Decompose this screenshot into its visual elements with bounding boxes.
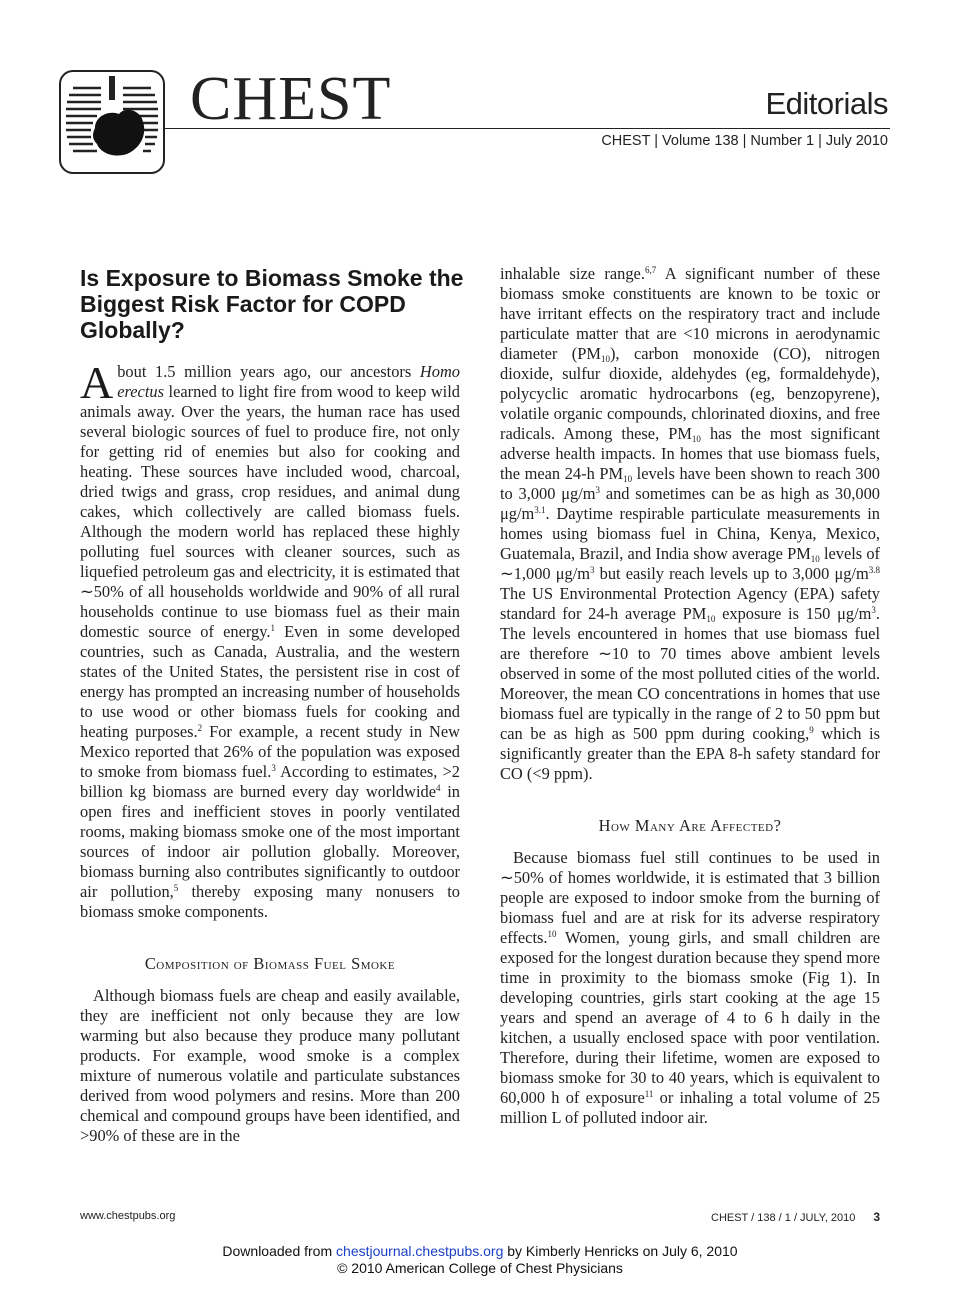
section-heading-affected: How Many Are Affected? bbox=[598, 816, 782, 835]
journal-link[interactable]: chestjournal.chestpubs.org bbox=[336, 1243, 504, 1259]
left-column bbox=[80, 357, 461, 1146]
article-title: Is Exposure to Biomass Smoke the Biggest Risk Factor for COPD Globally? bbox=[80, 265, 464, 343]
section-heading-composition: Composition of Biomass Fuel Smoke bbox=[144, 954, 396, 973]
lungs-heart-icon bbox=[61, 72, 163, 172]
download-notice: Downloaded from chestjournal.chestpubs.org by Kimberly Henricks on July 6, 2010 © 2010 American College of Chest Physicians bbox=[0, 1243, 960, 1277]
issue-info: CHEST | Volume 138 | Number 1 | July 2010 bbox=[601, 133, 888, 149]
footer-website: www.chestpubs.org bbox=[80, 1210, 176, 1222]
drop-cap: A bbox=[80, 357, 114, 408]
intro-paragraph: About 1.5 million years ago, our ancestors Homo erectus learned to light fire from wood to keep wild animals away. Over the years, the human race has used several biologic sources of fuel to produce fire, not only for getting rid of enemies but also for cooking and heating. These sources have included wood, charcoal, dried twigs and grass, crop residues, and animal dung cakes, which collectively are called biomass fuels. Although the modern world has replaced these highly polluting fuel sources with cleaner sources, such as liquefied petroleum gas and electricity, it is estimated that ∼50% of all households worldwide and 90% of all rural households continue to use biomass fuel as their main domestic source of energy.$^1$ Even in some developed countries, such as Canada, Australia, and the western states of the United States, the persistent rise in cost of energy has prompted an increasing number of households to use wood or other biomass fuels for cooking and heating purposes.$^2$ For example, a recent study in New Mexico reported that 26% of the population was exposed to smoke from biomass fuel.$^3$ According to estimates, >2 billion kg biomass are burned every day worldwide$^4$ in open fires and inefficient stoves in poorly ventilated rooms, making biomass smoke one of the most important sources of indoor air pollution globally. Moreover, biomass burning also contributes significantly to outdoor air pollution,$^5$ thereby exposing many nonusers to biomass smoke components. bbox=[80, 357, 461, 921]
section-label: Editorials bbox=[765, 86, 888, 121]
right-column bbox=[500, 264, 880, 1128]
affected-paragraph: Because biomass fuel still continues to be used in ∼50% of homes worldwide, it is estimated that 3 billion people are exposed to indoor smoke from the burning of biomass fuel and are at risk for its adverse respiratory effects.$^{10}$ Women, young girls, and small children are exposed for the longest duration because they spend more time in proximity to the biomass smoke (Fig 1). In developing countries, girls start cooking at the age 15 years and spend an average of 4 to 6 h daily in the kitchen, a usually enclosed space with poor ventilation. Therefore, during their lifetime, women are exposed to biomass smoke for 30 to 40 years, which is equivalent to 60,000 h of exposure$^{11}$ or inhaling a total volume of 25 million L of polluted indoor air. bbox=[500, 848, 880, 1127]
species-name: Homo erectus bbox=[117, 362, 460, 401]
header-divider bbox=[165, 128, 890, 129]
chest-logo bbox=[59, 70, 165, 174]
journal-name: CHEST bbox=[190, 65, 392, 133]
page-number: 3 bbox=[873, 1210, 880, 1224]
copyright-line: © 2010 American College of Chest Physicians bbox=[337, 1260, 623, 1276]
composition-continued-paragraph: inhalable size range.$^{6,7}$ A significant number of these biomass smoke constituents are known to be toxic or have irritant effects on the respiratory tract and include particulate matter that are <10 microns in aerodynamic diameter $(PM_{10})$, carbon monoxide (CO), nitrogen dioxide, sulfur dioxide, aldehydes (eg, formaldehyde), polycyclic aromatic hydrocarbons (eg, benzopyrene), volatile organic compounds, chlorinated dioxins, and free radicals. Among these, $PM_{10}$ has the most significant adverse health impacts. In homes that use biomass fuels, the mean 24-h $PM_{10}$ levels have been shown to reach 300 to 3,000 $\mu g/m^3$ and sometimes can be as high as 30,000 $\mu g/m^{3.1}$. Daytime respirable particulate measurements in homes using biomass fuel in China, Kenya, Mexico, Guatemala, Brazil, and India show average $PM_{10}$ levels of ∼1,000 $\mu g/m^3$ but easily reach levels up to 3,000 $\mu g/m^{3.8}$ The US Environmental Protection Agency (EPA) safety standard for 24-h average $PM_{10}$ exposure is 150 $\mu g/m^3$. The levels encountered in homes that use biomass fuel are therefore ∼10 to 70 times above ambient levels observed in some of the most polluted cities of the world. Moreover, the mean CO concentrations in homes that use biomass fuel are typically in the range of 2 to 50 ppm but can be as high as 500 ppm during cooking,$^9$ which is significantly greater than the EPA 8-h safety standard for CO (<9 ppm). bbox=[500, 264, 880, 783]
composition-paragraph: Although biomass fuels are cheap and easily available, they are inefficient not only because they are low warming but also because they produce many pollutant products. For example, wood smoke is a complex mixture of numerous volatile and particulate substances derived from wood polymers and resins. More than 200 chemical and compound groups have been identified, and >90% of these are in the bbox=[80, 986, 460, 1145]
footer-citation: CHEST / 138 / 1 / JULY, 2010 3 bbox=[711, 1210, 880, 1224]
